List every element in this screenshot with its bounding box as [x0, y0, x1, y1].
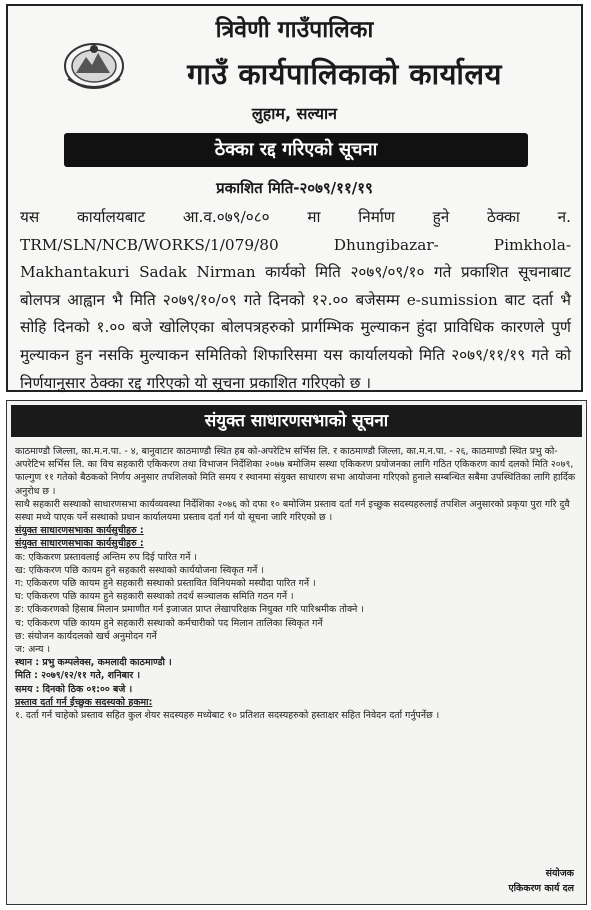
office-location: लुहाम, सल्यान [251, 104, 338, 123]
agenda-item: क: एकिकरण प्रस्तावलाई अन्तिम रुप दिई पारित गर्ने । [15, 551, 197, 563]
agenda-heading: संयुक्त साधारणसभाका कार्यसुचीहरु : [15, 525, 144, 537]
meeting-time: समय : दिनको ठिक ०१:०० बजे । [15, 683, 133, 695]
notice-body: यस कार्यालयबाट आ.व.०७९/०८० मा निर्माण हुने ठेक्का न. TRM/SLN/NCB/WORKS/1/079/80 Dhungibazar- Pimkhola-Makhantakuri Sadak Nirman कार्यको मिति २०७९/०९/१० गते प्रकाशित सूचनाबाट बोलपत्र आह्वान भै मिति २०७९/१०/०९ गते दिनको १२.०० बजेसम्म e-sumission बाट दर्ता भै सोहि दिनको १.०० बजे खोलिएका बोलपत्रहरुको प्रार्गम्भिक मुल्याकन हुंदा प्राविधिक कारणले पुर्ण मुल्याकन हुन नसकि मुल्याकन समितिको शिफारिसमा यस कार्यालयको मिति २०७९/११/१९ गते को निर्णयानुसार ठेक्का रद्द गरिएको यो सूचना प्रकाशित गरिएको छ । [20, 208, 571, 392]
intro-paragraph: काठमाण्डौ जिल्ला, का.म.न.पा. - ४, बानुवाटार काठमाण्डौ स्थित हब को-अपरेटिभ सर्भिस लि. र काठमाण्डौ जिल्ला, का.म.न.पा. - २६, काठमाण्डौ स्थित प्रभु को-अपरेटिभ सर्भिस लि. का विच सहकारी एकिकरण तथा विभाजन निर्देशिका २०७७ बमोजिम सस्था एकिकरण प्रयोजनका लागि गठित एकिकरण कार्य दलको मिति २०७९, फाल्गुण ११ गतेको बैठकको निर्णय अनुसार तपशिलको मिति समय र स्थानमा संयुक्त साधारण सभा आयोजना गरिएको हुनाले सम्बन्धित सबैमा उपस्थितिका लागि हार्दिक अनुरोध छ । [15, 446, 576, 497]
proposal-paragraph: साथै सहकारी सस्थाको साधारणसभा कार्यव्यवस्था निर्देशिका २०७६ को दफा १० बमोजिम प्रस्ताव दर्ता गर्न इच्छुक सदस्यहरुलाई तपशिल अनुसारको प्रकृया पुरा गरि दुवै सस्था मध्ये पाएक पर्ने सस्थाको प्रधान कार्यालयमा प्रस्ताव दर्ता गर्न यो सूचना जारि गरिएको छ । [15, 498, 570, 524]
agenda-item: छ: संयोजन कार्यदलको खर्च अनुमोदन गर्ने [15, 630, 157, 642]
notice-body [15, 445, 578, 722]
notice-title: संयुक्त साधारणसभाको सूचना [11, 405, 582, 437]
joint-general-meeting-notice [6, 400, 587, 905]
agenda-item: ख: एकिकरण पछि कायम हुने सहकारी सस्थाको कार्ययोजना स्विकृत गर्ने । [15, 564, 264, 576]
signatory-body: एकिकरण कार्य दल [508, 883, 574, 894]
contract-cancellation-notice [6, 4, 583, 392]
proposal-text: १. दर्ता गर्न चाहेको प्रस्ताव सहित कुल शेयर सदस्यहरु मध्येबाट १० प्रतिशत सदस्यहरुको हस्ताक्षर सहित निवेदन दर्ता गर्नुपर्नेछ । [15, 710, 440, 722]
proposal-heading: प्रस्ताव दर्ता गर्न ईच्छुक सदस्यको हकमा: [15, 696, 153, 708]
notice-title: ठेक्का रद्द गरिएको सूचना [64, 133, 528, 167]
government-emblem-icon [62, 39, 126, 91]
meeting-venue: स्थान : प्रभु कम्पलेक्स, कमलादी काठमाण्डौ । [15, 657, 172, 669]
agenda-item: ङ: एकिकरणको हिसाब मिलान प्रमाणीत गर्न इजाजत प्राप्त लेखापरिक्षक नियुक्त गरि पारिश्रमीक तोक्ने । [15, 604, 364, 616]
office-name: गाउँ कार्यपालिकाको कार्यालय [187, 57, 502, 91]
municipality-name: त्रिवेणी गाउँपालिका [215, 17, 374, 43]
agenda-heading: संयुक्त साधारणसभाका कार्यसुचीहरु : [15, 538, 144, 550]
agenda-item: ज: अन्य । [15, 644, 50, 656]
meeting-date: मिति : २०७९/१२/११ गते, शनिबार । [15, 670, 141, 682]
published-date: प्रकाशित मिति-२०७९/११/१९ [216, 179, 373, 197]
signatory-title: संयोजक [545, 868, 574, 879]
agenda-item: घ: एकिकरण पछि कायम हुने सहकारी सस्थाको तदर्थ सञ्चालक समिति गठन गर्ने । [15, 591, 294, 603]
agenda-item: ग: एकिकरण पछि कायम हुने सहकारी सस्थाको प्रस्तावित विनियमको मस्यौदा पारित गर्ने । [15, 578, 316, 590]
signature-block [508, 866, 574, 896]
agenda-item: च: एकिकरण पछि कायम हुने सहकारी सस्थाको कर्मचारीको पद मिलान तालिका स्विकृत गर्ने [15, 617, 323, 629]
